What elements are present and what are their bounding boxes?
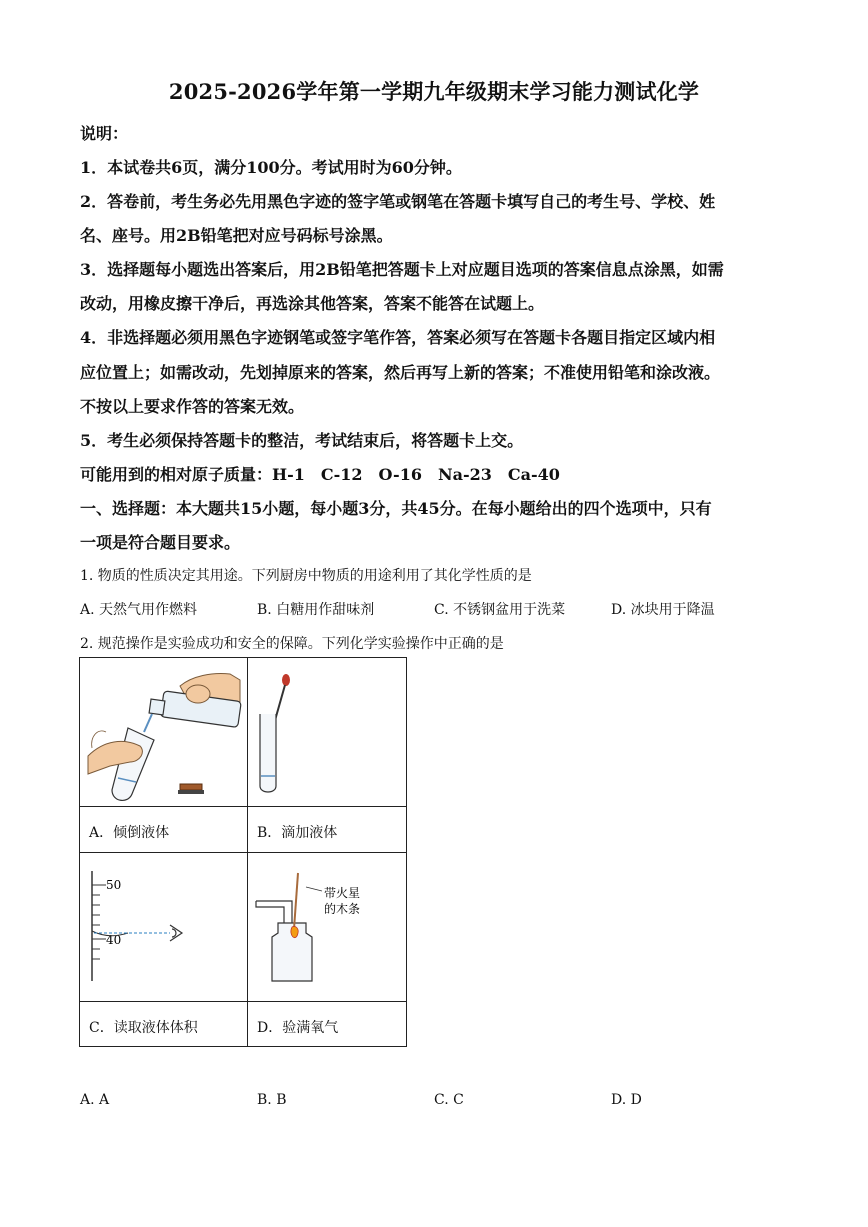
q2-option-c[interactable]: C. C xyxy=(434,1092,464,1108)
instruction-line: 应位置上；如需改动，先划掉原来的答案，然后再写上新的答案；不准使用铅笔和涂改液。 xyxy=(80,363,721,382)
q2-option-d[interactable]: D. D xyxy=(611,1092,642,1108)
instruction-line: 1．本试卷共6页，满分100分。考试用时为60分钟。 xyxy=(80,158,462,177)
atomic-mass-line: 可能用到的相对原子质量：H-1 C-12 O-16 Na-23 Ca-40 xyxy=(80,465,560,484)
q1-option-a[interactable]: A. 天然气用作燃料 xyxy=(80,602,198,618)
instruction-line: 5．考生必须保持答题卡的整洁，考试结束后，将答题卡上交。 xyxy=(80,431,524,450)
instruction-line: 改动，用橡皮擦干净后，再选涂其他答案，答案不能答在试题上。 xyxy=(80,294,545,313)
caption-b: B．滴加液体 xyxy=(257,825,338,841)
instructions-heading: 说明： xyxy=(80,124,129,143)
splint-label-1: 带火星 xyxy=(324,886,361,900)
caption-d: D．验满氧气 xyxy=(257,1020,339,1036)
pour-liquid-illustration xyxy=(80,658,246,805)
figure-divider xyxy=(79,806,407,807)
mark-50: 50 xyxy=(106,878,122,892)
instruction-line: 不按以上要求作答的答案无效。 xyxy=(80,397,305,416)
q2-option-a[interactable]: A. A xyxy=(80,1092,110,1108)
caption-a: A．倾倒液体 xyxy=(89,825,170,841)
caption-c: C．读取液体体积 xyxy=(89,1020,198,1036)
question-2-stem: 2. 规范操作是实验成功和安全的保障。下列化学实验操作中正确的是 xyxy=(80,636,504,652)
figure-divider xyxy=(79,1001,407,1002)
q1-option-c[interactable]: C. 不锈钢盆用于洗菜 xyxy=(434,602,566,618)
mark-40: 40 xyxy=(106,933,122,947)
page-title: 2025-2026学年第一学期九年级期末学习能力测试化学 xyxy=(168,79,700,104)
instruction-line: 3．选择题每小题选出答案后，用2B铅笔把答题卡上对应题目选项的答案信息点涂黑，如需 xyxy=(80,260,724,279)
q2-option-b[interactable]: B. B xyxy=(257,1092,287,1108)
instruction-line: 名、座号。用2B铅笔把对应号码标号涂黑。 xyxy=(80,226,393,245)
drop-liquid-illustration xyxy=(248,658,406,805)
section-heading-cont: 一项是符合题目要求。 xyxy=(80,533,241,552)
cylinder-reading-illustration xyxy=(80,853,246,1000)
splint-label-2: 的木条 xyxy=(324,902,361,916)
question-1-stem: 1. 物质的性质决定其用途。下列厨房中物质的用途利用了其化学性质的是 xyxy=(80,568,532,584)
oxygen-test-illustration xyxy=(248,853,406,1000)
instruction-line: 4．非选择题必须用黑色字迹钢笔或签字笔作答，答案必须写在答题卡各题目指定区域内相 xyxy=(80,328,716,347)
q1-option-d[interactable]: D. 冰块用于降温 xyxy=(611,602,715,618)
section-heading: 一、选择题：本大题共15小题，每小题3分，共45分。在每小题给出的四个选项中，只有 xyxy=(80,499,712,518)
q1-option-b[interactable]: B. 白糖用作甜味剂 xyxy=(257,602,375,618)
instruction-line: 2．答卷前，考生务必先用黑色字迹的签字笔或钢笔在答题卡填写自己的考生号、学校、姓 xyxy=(80,192,716,211)
